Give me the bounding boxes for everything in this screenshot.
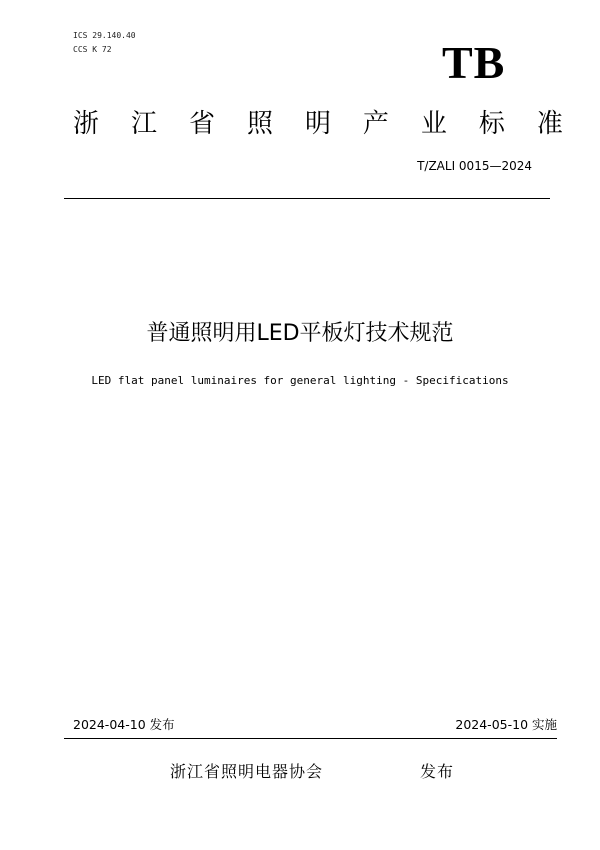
issue-date: 2024-04-10 发布 xyxy=(73,717,175,732)
organization-title-char: 照 xyxy=(246,109,273,139)
organization-title-char: 江 xyxy=(130,109,157,139)
document-title-chinese: 普通照明用LED平板灯技术规范 xyxy=(146,321,454,346)
ccs-code: CCS K 72 xyxy=(73,45,112,54)
organization-title-char: 省 xyxy=(188,109,215,139)
organization-title-char: 标 xyxy=(478,109,505,139)
implementation-date: 2024-05-10 实施 xyxy=(455,717,557,732)
organization-title-char: 产 xyxy=(362,109,389,139)
organization-title-char: 准 xyxy=(536,109,563,139)
publisher-name: 浙江省照明电器协会 xyxy=(170,762,324,781)
footer-divider xyxy=(64,738,557,739)
document-title-english: LED flat panel luminaires for general lighting - Specifications xyxy=(91,374,509,387)
standard-code: T/ZALI 0015—2024 xyxy=(417,159,532,173)
publish-label: 发布 xyxy=(420,762,455,781)
organization-title xyxy=(73,106,563,142)
header-divider xyxy=(64,198,550,199)
tb-logo: TB xyxy=(442,37,506,88)
organization-title-char: 浙 xyxy=(73,109,100,139)
organization-title-char: 明 xyxy=(304,109,331,139)
ics-code: ICS 29.140.40 xyxy=(73,31,136,40)
organization-title-char: 业 xyxy=(420,109,447,139)
